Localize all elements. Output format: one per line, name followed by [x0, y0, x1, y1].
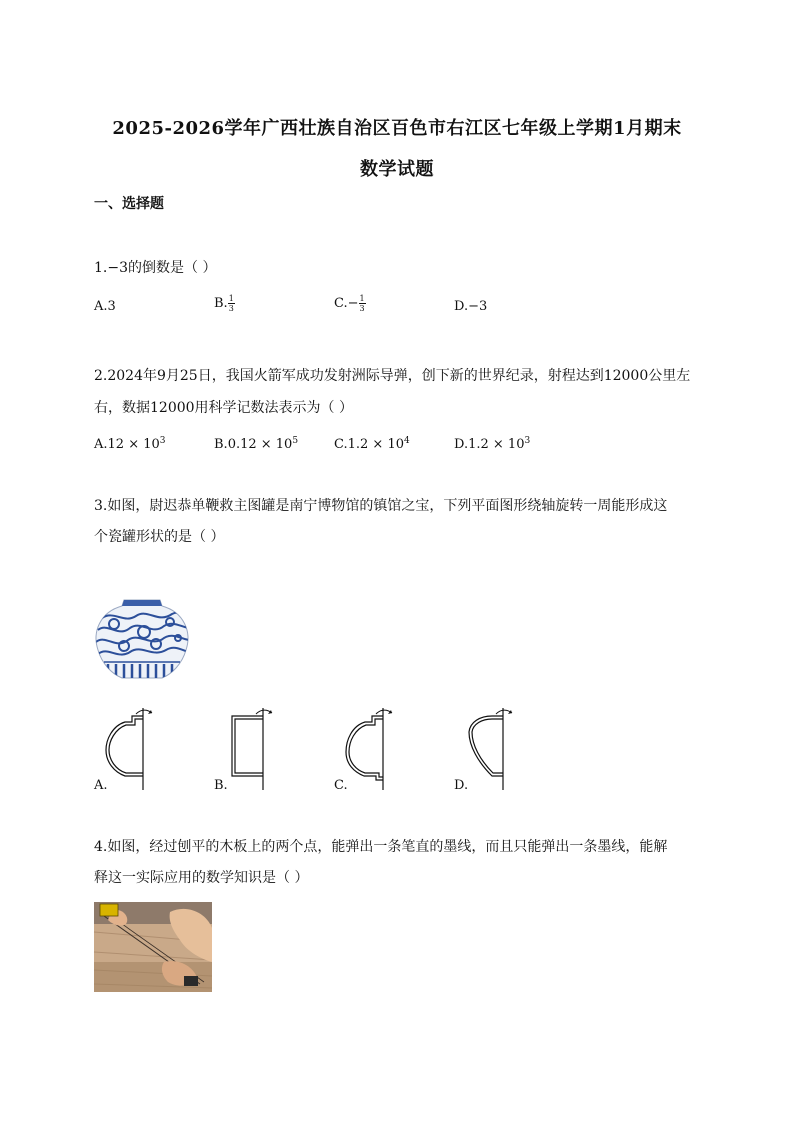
q3-option-d-label: D.	[454, 778, 469, 793]
section-heading: 一、选择题	[94, 196, 164, 212]
question-1-stem: 1.−3的倒数是（ ）	[94, 260, 217, 276]
q3-figure-d	[460, 702, 520, 792]
question-2-stem-line2: 右，数据12000用科学记数法表示为（ ）	[94, 400, 353, 416]
porcelain-jar-image	[94, 598, 190, 680]
q3-figure-a	[100, 702, 160, 792]
exam-title-line2: 数学试题	[360, 159, 434, 180]
q3-figure-c	[340, 702, 400, 792]
q2-option-a: $A.12 \times 10^3$	[94, 436, 166, 452]
fraction: $\frac{1}{3}$	[228, 294, 234, 313]
q1-option-d: D.−3	[454, 299, 488, 314]
question-4-stem-line1: 4.如图，经过刨平的木板上的两个点，能弹出一条笔直的墨线，而且只能弹出一条墨线，能解	[94, 839, 668, 855]
q1-option-c: C.− $\frac{1}{3}$	[334, 294, 365, 313]
fraction: $\frac{1}{3}$	[359, 294, 365, 313]
exam-title-line1: 2025-2026学年广西壮族自治区百色市右江区七年级上学期1月期末	[112, 118, 682, 139]
q3-option-a-label: A.	[94, 778, 108, 793]
q1-option-a: A.3	[94, 299, 116, 314]
q2-option-d: $D.1.2 \times 10^3$	[454, 436, 531, 452]
q2-option-b: $B.0.12 \times 10^5$	[214, 436, 299, 452]
q1-option-b: B. $\frac{1}{3}$	[214, 294, 234, 313]
question-3-stem-line1: 3.如图，尉迟恭单鞭救主图罐是南宁博物馆的镇馆之宝，下列平面图形绕轴旋转一周能形成这	[94, 498, 668, 514]
q3-option-c-label: C.	[334, 778, 348, 793]
question-4-stem-line2: 释这一实际应用的数学知识是（ ）	[94, 870, 309, 886]
q3-figure-b	[220, 702, 280, 792]
q3-option-b-label: B.	[214, 778, 228, 793]
question-2-stem-line1: 2.2024年9月25日，我国火箭军成功发射洲际导弹，创下新的世界纪录，射程达到12000公里左	[94, 368, 691, 384]
question-3-stem-line2: 个瓷罐形状的是（ ）	[94, 529, 225, 545]
wood-board-photo	[94, 902, 212, 992]
q2-option-c: $C.1.2 \times 10^4$	[334, 436, 410, 452]
